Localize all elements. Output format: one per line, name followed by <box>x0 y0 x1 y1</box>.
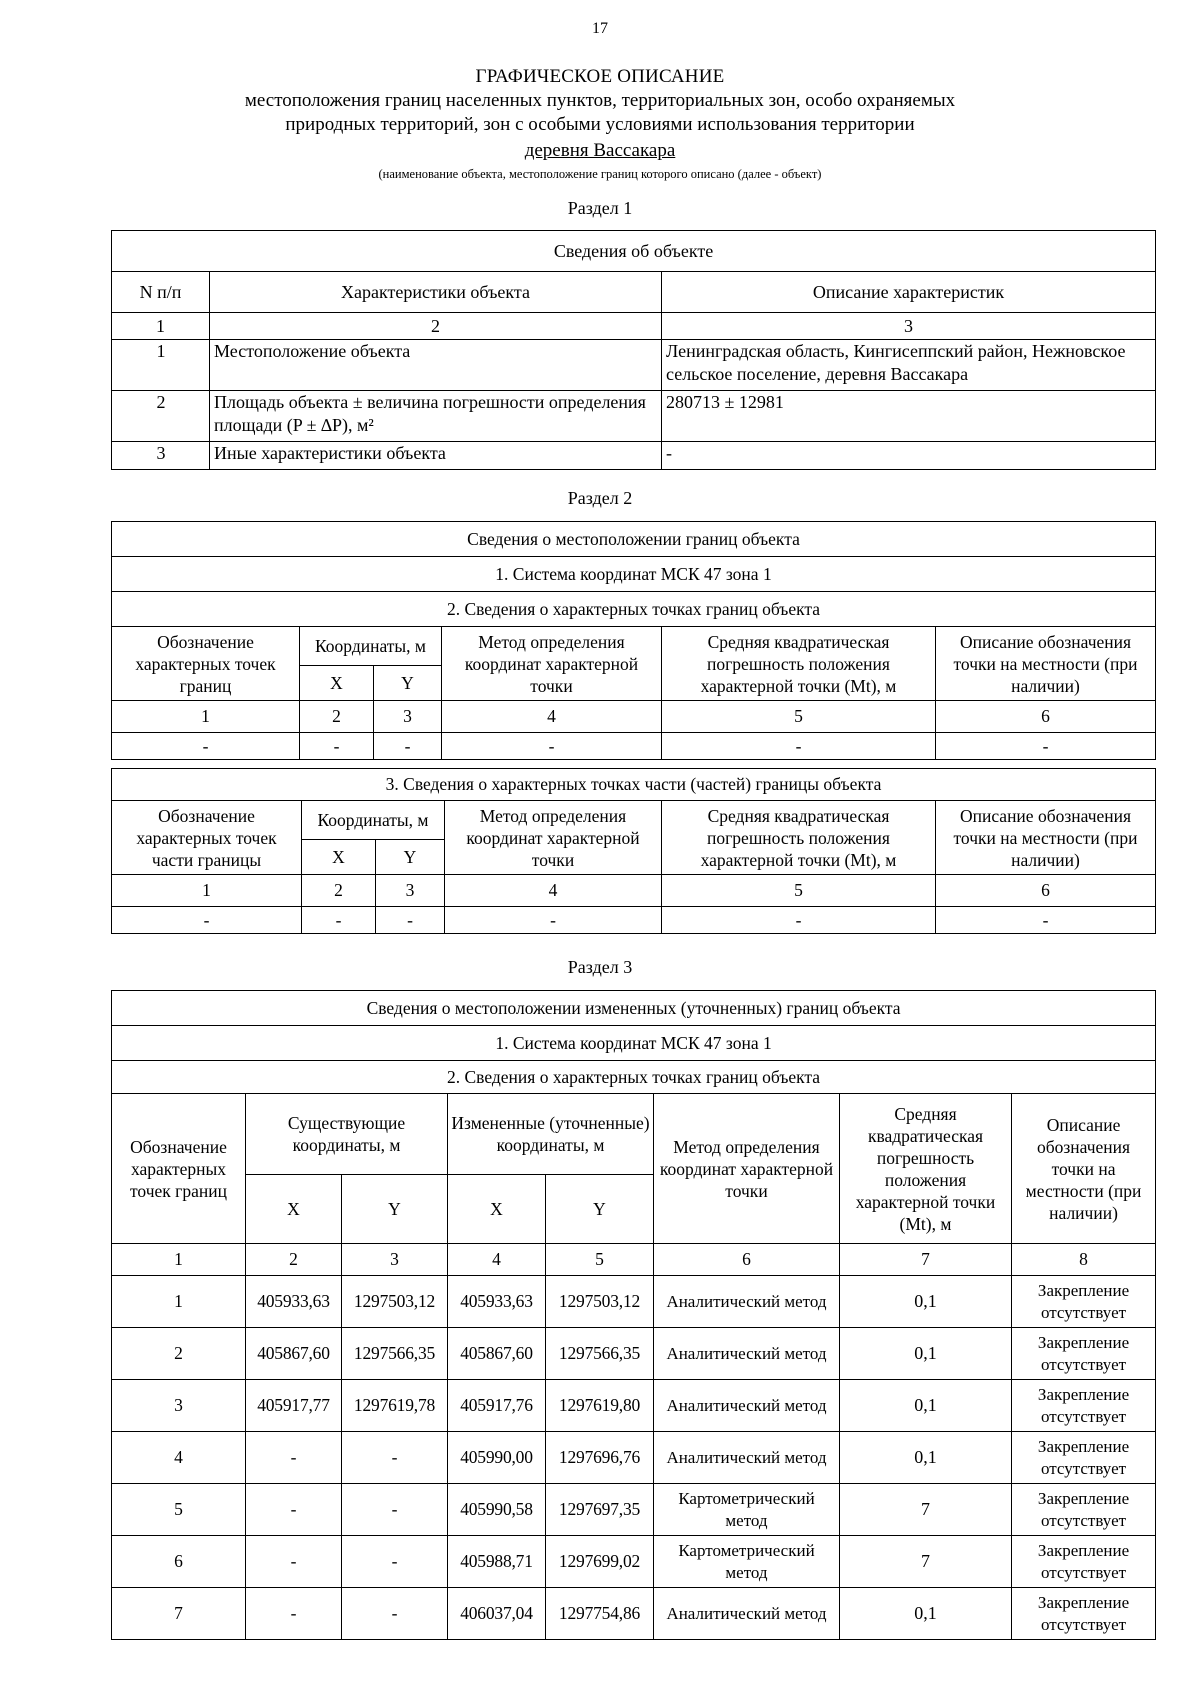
point-description: Закрепление отсутствует <box>1012 1276 1156 1328</box>
table-row <box>112 1536 1156 1588</box>
header-y: Y <box>546 1175 654 1244</box>
parts-title: 3. Сведения о характерных точках части (частей) границы объекта <box>112 769 1156 801</box>
empty-cell: - <box>112 907 302 934</box>
header-mt: Средняя квадратическая погрешность положения характерной точки (Mt), м <box>662 801 936 875</box>
empty-cell: - <box>662 733 936 760</box>
empty-cell: - <box>445 907 662 934</box>
changed-y: 1297754,86 <box>546 1588 654 1640</box>
existing-x: 405933,63 <box>246 1276 342 1328</box>
table-row <box>112 907 1156 934</box>
col-number: 7 <box>840 1244 1012 1276</box>
row-characteristic: Иные характеристики объекта <box>210 442 662 470</box>
col-number: 4 <box>448 1244 546 1276</box>
header-designation: Обозначение характерных точек границ <box>112 627 300 701</box>
changed-x: 405867,60 <box>448 1328 546 1380</box>
table-row <box>112 1432 1156 1484</box>
table-row <box>112 1380 1156 1432</box>
empty-cell: - <box>300 733 374 760</box>
header-description: Описание обозначения точки на местности (при наличии) <box>936 627 1156 701</box>
col-number: 1 <box>112 1244 246 1276</box>
changed-y: 1297566,35 <box>546 1328 654 1380</box>
table-row <box>112 391 1156 442</box>
col-number: 3 <box>376 875 445 907</box>
boundary-parts-table <box>111 768 1156 934</box>
table-title: Сведения о местоположении границ объекта <box>112 522 1156 557</box>
header-x: X <box>300 666 374 701</box>
page-number: 17 <box>592 20 608 37</box>
changed-x: 405917,76 <box>448 1380 546 1432</box>
changed-x: 406037,04 <box>448 1588 546 1640</box>
header-method: Метод определения координат характерной точки <box>445 801 662 875</box>
point-description: Закрепление отсутствует <box>1012 1328 1156 1380</box>
col-number: 1 <box>112 313 210 340</box>
header-y: Y <box>376 840 445 875</box>
header-x: X <box>246 1175 342 1244</box>
row-number: 1 <box>112 340 210 391</box>
point-description: Закрепление отсутствует <box>1012 1484 1156 1536</box>
existing-x: - <box>246 1536 342 1588</box>
section3-title: Раздел 3 <box>567 957 633 977</box>
header-x: X <box>302 840 376 875</box>
mt-value: 0,1 <box>840 1328 1012 1380</box>
col-number: 2 <box>210 313 662 340</box>
header-designation-part: Обозначение характерных точек части границы <box>112 801 302 875</box>
table-row <box>112 733 1156 760</box>
changed-x: 405933,63 <box>448 1276 546 1328</box>
col-number: 5 <box>662 701 936 733</box>
header-y: Y <box>374 666 442 701</box>
col-number: 5 <box>546 1244 654 1276</box>
row-description: 280713 ± 12981 <box>662 391 1156 442</box>
changed-x: 405990,58 <box>448 1484 546 1536</box>
point-description: Закрепление отсутствует <box>1012 1380 1156 1432</box>
row-number: 3 <box>112 442 210 470</box>
empty-cell: - <box>442 733 662 760</box>
mt-value: 0,1 <box>840 1588 1012 1640</box>
changed-y: 1297697,35 <box>546 1484 654 1536</box>
col-number: 3 <box>374 701 442 733</box>
header-method: Метод определения координат характерной точки <box>654 1094 840 1244</box>
changed-x: 405990,00 <box>448 1432 546 1484</box>
point-number: 1 <box>112 1276 246 1328</box>
object-info-table <box>111 230 1156 470</box>
col-number: 3 <box>342 1244 448 1276</box>
coord-system: 1. Система координат МСК 47 зона 1 <box>112 557 1156 592</box>
changed-y: 1297503,12 <box>546 1276 654 1328</box>
empty-cell: - <box>302 907 376 934</box>
existing-y: 1297566,35 <box>342 1328 448 1380</box>
table-row <box>112 1484 1156 1536</box>
empty-cell: - <box>376 907 445 934</box>
method: Аналитический метод <box>654 1276 840 1328</box>
header-changed: Измененные (уточненные) координаты, м <box>448 1094 654 1175</box>
changed-boundaries-table <box>111 990 1156 1640</box>
point-number: 7 <box>112 1588 246 1640</box>
document-subtitle-line1: местоположения границ населенных пунктов, территориальных зон, особо охраняемых <box>244 90 956 111</box>
row-description: - <box>662 442 1156 470</box>
existing-y: 1297619,78 <box>342 1380 448 1432</box>
point-number: 5 <box>112 1484 246 1536</box>
col-number: 4 <box>445 875 662 907</box>
row-description: Ленинградская область, Кингисеппский район, Нежновское сельское поселение, деревня Вассакара <box>662 340 1156 391</box>
table-row <box>112 1588 1156 1640</box>
existing-x: 405867,60 <box>246 1328 342 1380</box>
header-description: Описание обозначения точки на местности (при наличии) <box>1012 1094 1156 1244</box>
changed-y: 1297699,02 <box>546 1536 654 1588</box>
table-row <box>112 340 1156 391</box>
method: Аналитический метод <box>654 1380 840 1432</box>
existing-y: - <box>342 1432 448 1484</box>
point-number: 6 <box>112 1536 246 1588</box>
row-number: 2 <box>112 391 210 442</box>
object-name: деревня Вассакара <box>524 140 676 161</box>
col-number: 6 <box>936 701 1156 733</box>
col-number: 4 <box>442 701 662 733</box>
header-existing: Существующие координаты, м <box>246 1094 448 1175</box>
header-coords: Координаты, м <box>300 627 442 666</box>
method: Картометрический метод <box>654 1484 840 1536</box>
table-title: Сведения о местоположении измененных (уточненных) границ объекта <box>112 991 1156 1026</box>
document-subtitle-line2: природных территорий, зон с особыми условиями использования территории <box>285 114 915 135</box>
mt-value: 0,1 <box>840 1380 1012 1432</box>
empty-cell: - <box>936 733 1156 760</box>
table-title: Сведения об объекте <box>112 231 1156 272</box>
existing-x: - <box>246 1432 342 1484</box>
col-number: 2 <box>300 701 374 733</box>
section2-title: Раздел 2 <box>567 488 633 508</box>
method: Аналитический метод <box>654 1432 840 1484</box>
header-y: Y <box>342 1175 448 1244</box>
empty-cell: - <box>936 907 1156 934</box>
method: Аналитический метод <box>654 1328 840 1380</box>
col-number: 6 <box>936 875 1156 907</box>
existing-y: - <box>342 1484 448 1536</box>
method: Картометрический метод <box>654 1536 840 1588</box>
changed-y: 1297696,76 <box>546 1432 654 1484</box>
existing-x: 405917,77 <box>246 1380 342 1432</box>
row-characteristic: Местоположение объекта <box>210 340 662 391</box>
header-coords: Координаты, м <box>302 801 445 840</box>
col-number: 2 <box>302 875 376 907</box>
col-header: N п/п <box>112 272 210 313</box>
mt-value: 7 <box>840 1484 1012 1536</box>
object-note: (наименование объекта, местоположение границ которого описано (далее - объект) <box>378 167 822 181</box>
header-description: Описание обозначения точки на местности (при наличии) <box>936 801 1156 875</box>
row-characteristic: Площадь объекта ± величина погрешности определения площади (P ± ∆P), м² <box>210 391 662 442</box>
empty-cell: - <box>374 733 442 760</box>
table-row <box>112 442 1156 470</box>
col-number: 6 <box>654 1244 840 1276</box>
point-description: Закрепление отсутствует <box>1012 1588 1156 1640</box>
table-row <box>112 1328 1156 1380</box>
existing-x: - <box>246 1588 342 1640</box>
point-description: Закрепление отсутствует <box>1012 1432 1156 1484</box>
existing-y: - <box>342 1588 448 1640</box>
existing-y: 1297503,12 <box>342 1276 448 1328</box>
mt-value: 7 <box>840 1536 1012 1588</box>
point-number: 2 <box>112 1328 246 1380</box>
coord-system: 1. Система координат МСК 47 зона 1 <box>112 1026 1156 1061</box>
point-description: Закрепление отсутствует <box>1012 1536 1156 1588</box>
table-row <box>112 1276 1156 1328</box>
col-number: 3 <box>662 313 1156 340</box>
changed-y: 1297619,80 <box>546 1380 654 1432</box>
col-number: 5 <box>662 875 936 907</box>
empty-cell: - <box>662 907 936 934</box>
col-header: Описание характеристик <box>662 272 1156 313</box>
header-mt: Средняя квадратическая погрешность положения характерной точки (Mt), м <box>662 627 936 701</box>
existing-x: - <box>246 1484 342 1536</box>
points-title: 2. Сведения о характерных точках границ объекта <box>112 1061 1156 1094</box>
points-title: 2. Сведения о характерных точках границ объекта <box>112 592 1156 627</box>
header-x: X <box>448 1175 546 1244</box>
existing-y: - <box>342 1536 448 1588</box>
header-mt: Средняя квадратическая погрешность положения характерной точки (Mt), м <box>840 1094 1012 1244</box>
header-method: Метод определения координат характерной точки <box>442 627 662 701</box>
point-number: 3 <box>112 1380 246 1432</box>
changed-x: 405988,71 <box>448 1536 546 1588</box>
point-number: 4 <box>112 1432 246 1484</box>
col-number: 2 <box>246 1244 342 1276</box>
col-header: Характеристики объекта <box>210 272 662 313</box>
mt-value: 0,1 <box>840 1276 1012 1328</box>
method: Аналитический метод <box>654 1588 840 1640</box>
header-designation: Обозначение характерных точек границ <box>112 1094 246 1244</box>
document-title: ГРАФИЧЕСКОЕ ОПИСАНИЕ <box>475 66 725 87</box>
empty-cell: - <box>112 733 300 760</box>
col-number: 1 <box>112 701 300 733</box>
col-number: 1 <box>112 875 302 907</box>
object-name-wrap <box>0 140 1200 162</box>
boundary-location-table <box>111 521 1156 760</box>
section1-title: Раздел 1 <box>567 198 633 218</box>
col-number: 8 <box>1012 1244 1156 1276</box>
mt-value: 0,1 <box>840 1432 1012 1484</box>
